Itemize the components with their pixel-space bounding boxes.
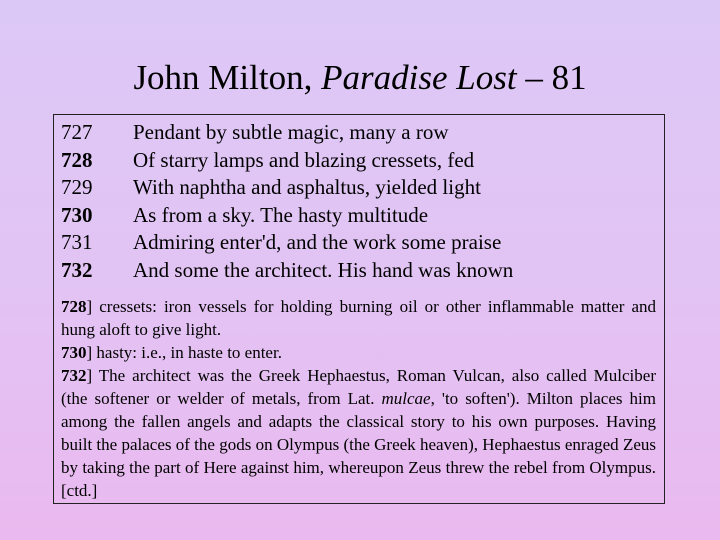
note-ref: 732 — [61, 366, 87, 385]
line-text: Of starry lamps and blazing cressets, fed — [133, 147, 475, 172]
note-732 — [61, 364, 656, 502]
poem-line — [61, 202, 661, 230]
line-text: Pendant by subtle magic, many a row — [133, 120, 449, 144]
poem-block — [61, 119, 661, 285]
poem-line — [61, 257, 661, 285]
text-panel — [53, 114, 665, 504]
poem-line — [61, 229, 661, 257]
poem-line — [61, 174, 661, 202]
note-text-cont: , 'to soften'). Milton places him among the fallen angels and adapts the classical story to his own purposes. Having built the palaces of the gods on Olympus (the Greek heaven), Hephaestus enraged Zeus by taking the part of Here against him, whereupon Zeus threw the rebel from Olympus. [ctd.] — [61, 389, 656, 500]
title-work: Paradise Lost — [321, 58, 517, 97]
page-title — [0, 56, 720, 100]
title-author: John Milton, — [133, 58, 313, 97]
note-730 — [61, 341, 656, 364]
note-text: ] cressets: iron vessels for holding burning oil or other inflammable matter and hung aloft to give light. — [61, 297, 656, 339]
poem-line — [61, 119, 661, 147]
line-number: 730 — [61, 202, 93, 227]
line-number: 728 — [61, 147, 93, 172]
note-728 — [61, 295, 656, 341]
note-italic-term: mulcae — [381, 389, 431, 408]
line-number: 731 — [61, 230, 93, 255]
poem-line — [61, 147, 661, 175]
line-number: 727 — [61, 120, 93, 144]
line-number: 732 — [61, 257, 93, 282]
note-text: ] The architect was the Greek Hephaestus, Roman Vulcan, also called Mulciber (the softener or welder of metals, from Lat. — [61, 366, 656, 408]
line-number: 729 — [61, 175, 93, 200]
notes-block — [61, 295, 656, 502]
note-ref: 728 — [61, 297, 87, 316]
note-text: ] hasty: i.e., in haste to enter. — [86, 343, 282, 362]
line-text: With naphtha and asphaltus, yielded light — [133, 175, 481, 200]
line-text: And some the architect. His hand was known — [133, 257, 514, 282]
note-ref: 730 — [61, 343, 87, 362]
line-text: Admiring enter'd, and the work some praise — [133, 230, 502, 255]
title-page: – 81 — [525, 58, 587, 97]
line-text: As from a sky. The hasty multitude — [133, 202, 429, 227]
